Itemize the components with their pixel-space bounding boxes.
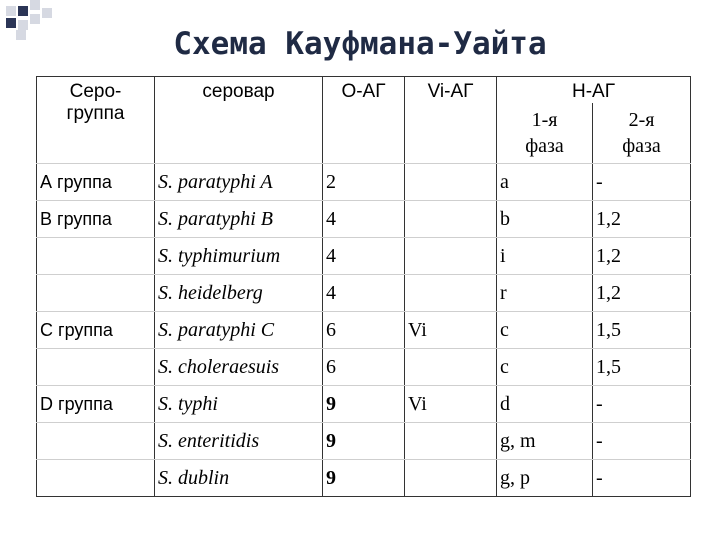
serogroup-cell: В группа bbox=[37, 201, 155, 238]
decor-square bbox=[18, 6, 28, 16]
h-phase1-cell: a bbox=[497, 164, 593, 201]
serogroup-cell bbox=[37, 423, 155, 460]
o-antigen-cell: 9 bbox=[323, 423, 405, 460]
o-antigen-cell: 6 bbox=[323, 312, 405, 349]
header-serogroup bbox=[37, 77, 155, 164]
h-phase2-cell: - bbox=[593, 386, 691, 423]
header-phase2-line2: фаза bbox=[622, 135, 661, 157]
vi-antigen-cell bbox=[405, 460, 497, 497]
table-row bbox=[37, 349, 691, 386]
o-antigen-cell: 9 bbox=[323, 386, 405, 423]
header-serogroup-line2: группа bbox=[66, 103, 125, 124]
table-row bbox=[37, 312, 691, 349]
serovar-cell: S. paratyphi C bbox=[155, 312, 323, 349]
decor-square bbox=[30, 0, 40, 10]
kauffmann-white-table bbox=[36, 76, 691, 497]
table-row bbox=[37, 386, 691, 423]
h-phase2-cell: 1,5 bbox=[593, 349, 691, 386]
serovar-cell: S. dublin bbox=[155, 460, 323, 497]
vi-antigen-cell bbox=[405, 349, 497, 386]
o-antigen-cell: 4 bbox=[323, 275, 405, 312]
page-title: Схема Кауфмана-Уайта bbox=[173, 26, 547, 62]
vi-antigen-cell: Vi bbox=[405, 312, 497, 349]
h-phase1-cell: r bbox=[497, 275, 593, 312]
serovar-cell: S. typhimurium bbox=[155, 238, 323, 275]
header-vi-antigen: Vi-АГ bbox=[405, 77, 497, 164]
h-phase2-cell: - bbox=[593, 423, 691, 460]
h-phase1-cell: i bbox=[497, 238, 593, 275]
vi-antigen-cell bbox=[405, 275, 497, 312]
serovar-cell: S. enteritidis bbox=[155, 423, 323, 460]
serovar-cell: S. heidelberg bbox=[155, 275, 323, 312]
header-phase1-line1: 1-я bbox=[531, 109, 558, 131]
vi-antigen-cell bbox=[405, 423, 497, 460]
serovar-cell: S. paratyphi B bbox=[155, 201, 323, 238]
h-phase1-cell: b bbox=[497, 201, 593, 238]
header-o-antigen: О-АГ bbox=[323, 77, 405, 164]
vi-antigen-cell bbox=[405, 201, 497, 238]
header-phase1-line2: фаза bbox=[525, 135, 564, 157]
vi-antigen-cell bbox=[405, 238, 497, 275]
table-row bbox=[37, 238, 691, 275]
vi-antigen-cell bbox=[405, 164, 497, 201]
h-phase1-cell: g, m bbox=[497, 423, 593, 460]
serogroup-cell bbox=[37, 238, 155, 275]
h-phase1-cell: g, p bbox=[497, 460, 593, 497]
o-antigen-cell: 6 bbox=[323, 349, 405, 386]
header-phase2-line1: 2-я bbox=[628, 109, 655, 131]
serogroup-cell: А группа bbox=[37, 164, 155, 201]
decor-square bbox=[42, 8, 52, 18]
serogroup-cell: С группа bbox=[37, 312, 155, 349]
h-phase2-cell: - bbox=[593, 460, 691, 497]
table-row bbox=[37, 201, 691, 238]
decor-square bbox=[30, 14, 40, 24]
h-phase1-cell: c bbox=[497, 349, 593, 386]
serogroup-cell bbox=[37, 275, 155, 312]
header-serovar: серовар bbox=[155, 77, 323, 164]
decor-square bbox=[6, 6, 16, 16]
serogroup-cell: D группа bbox=[37, 386, 155, 423]
vi-antigen-cell: Vi bbox=[405, 386, 497, 423]
h-phase2-cell: 1,2 bbox=[593, 201, 691, 238]
header-h-antigen: Н-АГ bbox=[497, 77, 691, 104]
h-phase2-cell: - bbox=[593, 164, 691, 201]
table-row bbox=[37, 164, 691, 201]
h-phase2-cell: 1,5 bbox=[593, 312, 691, 349]
serovar-cell: S. paratyphi A bbox=[155, 164, 323, 201]
serogroup-cell bbox=[37, 460, 155, 497]
h-phase2-cell: 1,2 bbox=[593, 275, 691, 312]
header-phase2 bbox=[593, 103, 691, 164]
header-phase1 bbox=[497, 103, 593, 164]
table-row bbox=[37, 423, 691, 460]
serogroup-cell bbox=[37, 349, 155, 386]
h-phase2-cell: 1,2 bbox=[593, 238, 691, 275]
o-antigen-cell: 9 bbox=[323, 460, 405, 497]
table-row bbox=[37, 275, 691, 312]
o-antigen-cell: 4 bbox=[323, 238, 405, 275]
o-antigen-cell: 4 bbox=[323, 201, 405, 238]
h-phase1-cell: c bbox=[497, 312, 593, 349]
table-row bbox=[37, 460, 691, 497]
h-phase1-cell: d bbox=[497, 386, 593, 423]
serovar-cell: S. typhi bbox=[155, 386, 323, 423]
header-serogroup-line1: Серо- bbox=[69, 81, 122, 102]
o-antigen-cell: 2 bbox=[323, 164, 405, 201]
serovar-cell: S. choleraesuis bbox=[155, 349, 323, 386]
